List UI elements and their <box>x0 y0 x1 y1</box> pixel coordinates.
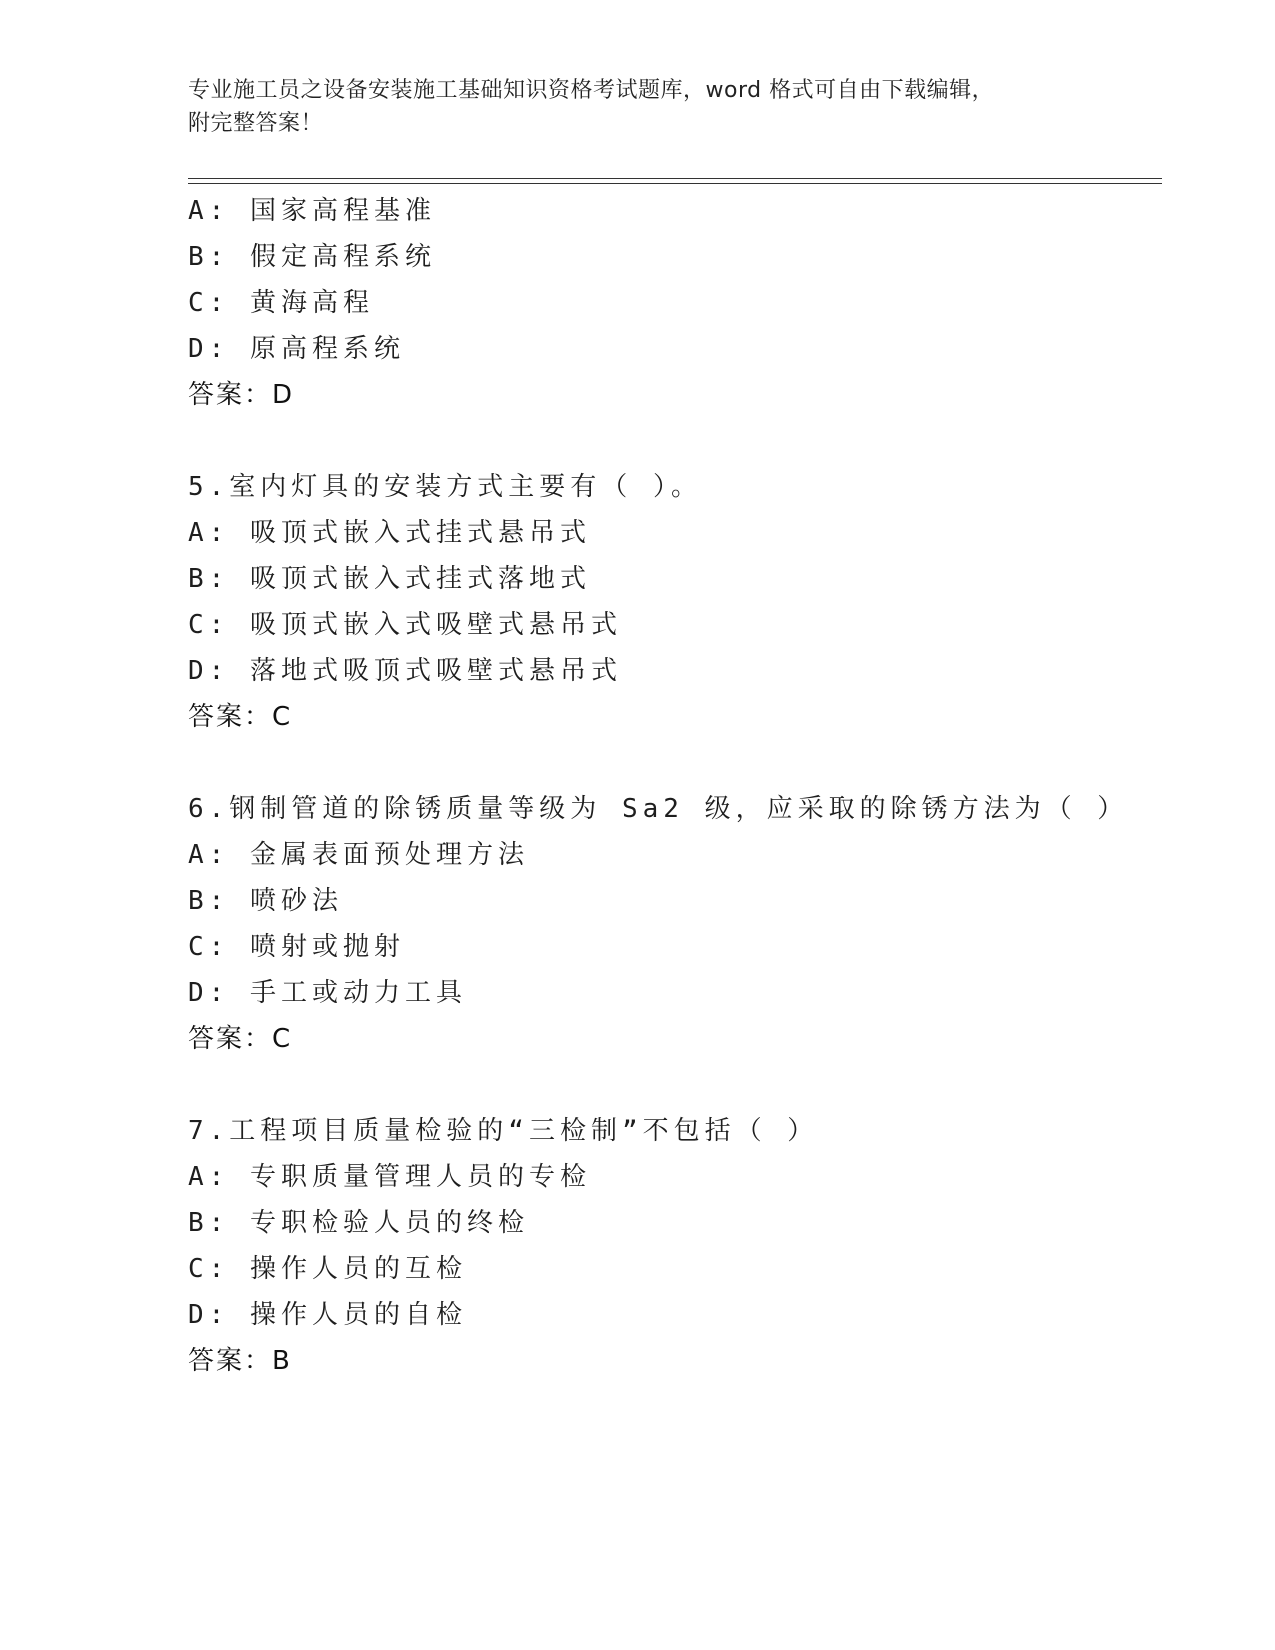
question-7-answer: 答案：B <box>188 1346 292 1376</box>
question-5-option-d: D: 落地式吸顶式吸壁式悬吊式 <box>188 656 622 686</box>
spacer <box>188 1062 1168 1108</box>
spacer <box>188 418 1168 464</box>
question-5-option-c: C: 吸顶式嵌入式吸壁式悬吊式 <box>188 610 622 640</box>
question-6-option-d: D: 手工或动力工具 <box>188 978 467 1008</box>
question-7-option-c: C: 操作人员的互检 <box>188 1254 467 1284</box>
question-7-option-d: D: 操作人员的自检 <box>188 1300 467 1330</box>
question-5-answer: 答案：C <box>188 702 293 732</box>
question-4 <box>188 188 1168 418</box>
header-line-2: 附完整答案！ <box>188 111 324 136</box>
question-6 <box>188 786 1168 1062</box>
question-4-option-b: B: 假定高程系统 <box>188 242 436 272</box>
question-5-stem: 5.室内灯具的安装方式主要有（ ）。 <box>188 472 702 502</box>
question-5-option-b: B: 吸顶式嵌入式挂式落地式 <box>188 564 591 594</box>
question-6-option-a: A: 金属表面预处理方法 <box>188 840 529 870</box>
question-6-answer: 答案：C <box>188 1024 293 1054</box>
spacer <box>188 740 1168 786</box>
question-6-stem: 6.钢制管道的除锈质量等级为 Sa2 级，应采取的除锈方法为（ ） <box>188 794 1129 824</box>
question-4-answer: 答案：D <box>188 380 295 410</box>
question-7-option-b: B: 专职检验人员的终检 <box>188 1208 529 1238</box>
question-5 <box>188 464 1168 740</box>
question-4-option-c: C: 黄海高程 <box>188 288 374 318</box>
question-7 <box>188 1108 1168 1384</box>
question-4-option-d: D: 原高程系统 <box>188 334 405 364</box>
header-divider <box>188 178 1162 184</box>
question-list <box>188 188 1168 1384</box>
header-line-1: 专业施工员之设备安装施工基础知识资格考试题库，word 格式可自由下载编辑， <box>188 78 995 103</box>
question-7-stem: 7.工程项目质量检验的“三检制”不包括（ ） <box>188 1116 819 1146</box>
question-6-option-c: C: 喷射或抛射 <box>188 932 405 962</box>
question-7-option-a: A: 专职质量管理人员的专检 <box>188 1162 591 1192</box>
question-5-option-a: A: 吸顶式嵌入式挂式悬吊式 <box>188 518 591 548</box>
question-4-option-a: A: 国家高程基准 <box>188 196 436 226</box>
page-header <box>188 74 1088 140</box>
question-6-option-b: B: 喷砂法 <box>188 886 343 916</box>
